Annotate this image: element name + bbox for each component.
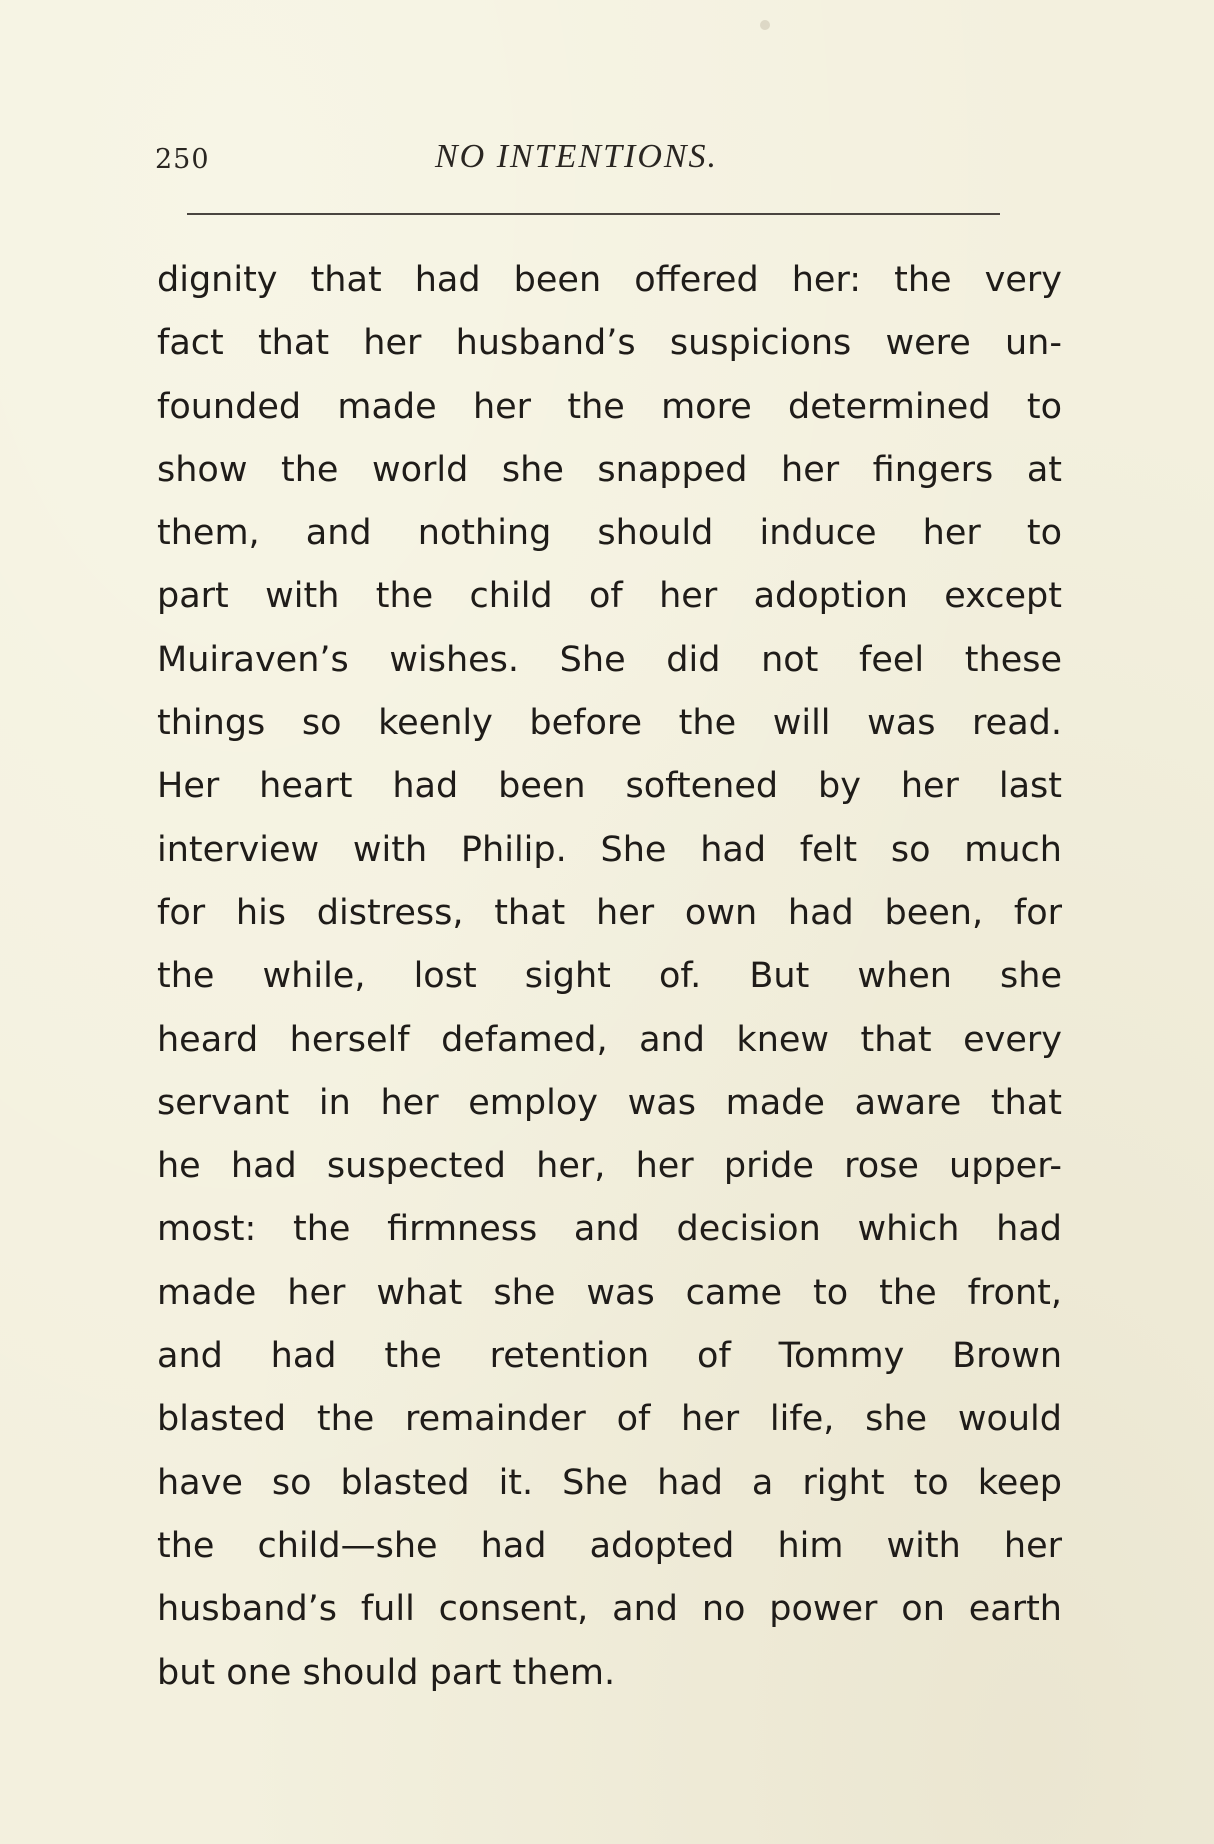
paper-blemish (760, 20, 770, 30)
running-head: NO INTENTIONS. (435, 138, 719, 175)
text-line: servant in her employ was made aware that (157, 1082, 1062, 1123)
text-line-last: but one should part them. (157, 1652, 616, 1693)
text-line: most: the firmness and decision which had (157, 1209, 1062, 1250)
text-line: dignity that had been offered her: the very (157, 260, 1062, 300)
text-line: and had the retention of Tommy Brown (157, 1336, 1062, 1377)
text-line: part with the child of her adoption except (157, 576, 1062, 617)
text-line: have so blasted it. She had a right to keep (157, 1462, 1062, 1503)
text-line: Muiraven’s wishes. She did not feel these (157, 639, 1062, 680)
text-line: heard herself defamed, and knew that every (157, 1019, 1062, 1060)
header-rule (187, 213, 1000, 215)
text-line: the child—she had adopted him with her (157, 1525, 1062, 1566)
body-text (157, 249, 1062, 1705)
text-line: made her what she was came to the front, (157, 1272, 1062, 1313)
text-line: founded made her the more determined to (157, 386, 1062, 427)
text-line: show the world she snapped her fingers at (157, 449, 1062, 490)
page-header (155, 138, 1065, 188)
text-line: for his distress, that her own had been, for (157, 892, 1062, 933)
text-line: interview with Philip. She had felt so much (157, 829, 1062, 870)
text-line: fact that her husband’s suspicions were un- (157, 323, 1062, 364)
page-number: 250 (155, 144, 210, 175)
text-line: Her heart had been softened by her last (157, 766, 1062, 807)
text-line: he had suspected her, her pride rose upper- (157, 1146, 1062, 1187)
text-line: the while, lost sight of. But when she (157, 956, 1062, 997)
text-line: blasted the remainder of her life, she would (157, 1399, 1062, 1440)
text-line: them, and nothing should induce her to (157, 513, 1062, 554)
text-line: things so keenly before the will was read. (157, 703, 1062, 744)
text-line: husband’s full consent, and no power on earth (157, 1589, 1062, 1630)
